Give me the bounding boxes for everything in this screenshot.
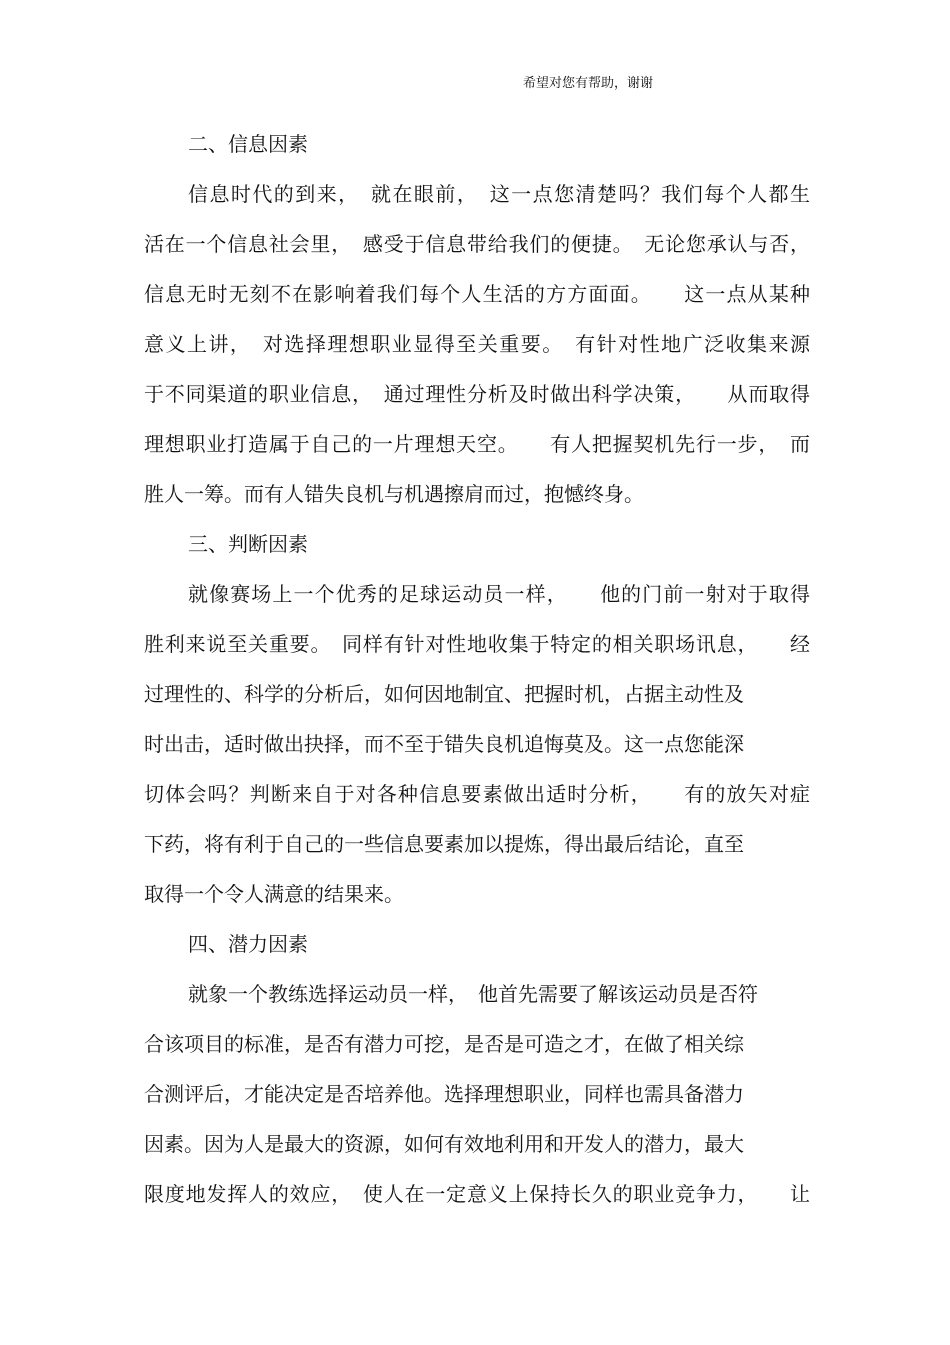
paragraph-line: 理想职业打造属于自己的一片理想天空。 有人把握契机先行一步， 而 (144, 432, 810, 456)
paragraph-line: 信息无时无刻不在影响着我们每个人生活的方方面面。 这一点从某种 (144, 282, 810, 306)
section-heading-information: 二、信息因素 (188, 132, 308, 156)
page-header-note: 希望对您有帮助，谢谢 (523, 76, 654, 91)
paragraph-line: 于不同渠道的职业信息， 通过理性分析及时做出科学决策， 从而取得 (144, 382, 810, 406)
section-heading-potential: 四、潜力因素 (188, 932, 308, 956)
paragraph-line: 就像赛场上一个优秀的足球运动员一样， 他的门前一射对于取得 (188, 582, 810, 606)
paragraph-line: 过理性的、科学的分析后，如何因地制宜、把握时机，占据主动性及 (144, 682, 744, 706)
paragraph-line: 胜人一筹。而有人错失良机与机遇擦肩而过，抱憾终身。 (144, 482, 644, 506)
paragraph-line: 因素。因为人是最大的资源，如何有效地利用和开发人的潜力，最大 (144, 1132, 744, 1156)
paragraph-line: 切体会吗？判断来自于对各种信息要素做出适时分析， 有的放矢对症 (144, 782, 810, 806)
section-heading-judgment: 三、判断因素 (188, 532, 308, 556)
paragraph-line: 时出击，适时做出抉择，而不至于错失良机追悔莫及。这一点您能深 (144, 732, 744, 756)
paragraph-line: 限度地发挥人的效应， 使人在一定意义上保持长久的职业竞争力， 让 (144, 1182, 810, 1206)
paragraph-line: 胜利来说至关重要。 同样有针对性地收集于特定的相关职场讯息， 经 (144, 632, 810, 656)
paragraph-line: 意义上讲， 对选择理想职业显得至关重要。 有针对性地广泛收集来源 (144, 332, 810, 356)
paragraph-line: 合测评后，才能决定是否培养他。选择理想职业，同样也需具备潜力 (144, 1082, 744, 1106)
paragraph-line: 就象一个教练选择运动员一样， 他首先需要了解该运动员是否符 (188, 982, 758, 1006)
paragraph-line: 活在一个信息社会里， 感受于信息带给我们的便捷。 无论您承认与否， (144, 232, 810, 256)
paragraph-line: 合该项目的标准，是否有潜力可挖，是否是可造之才，在做了相关综 (144, 1032, 744, 1056)
paragraph-line: 信息时代的到来， 就在眼前， 这一点您清楚吗？我们每个人都生 (188, 182, 810, 206)
paragraph-line: 取得一个令人满意的结果来。 (144, 882, 404, 906)
paragraph-line: 下药，将有利于自己的一些信息要素加以提炼，得出最后结论，直至 (144, 832, 744, 856)
